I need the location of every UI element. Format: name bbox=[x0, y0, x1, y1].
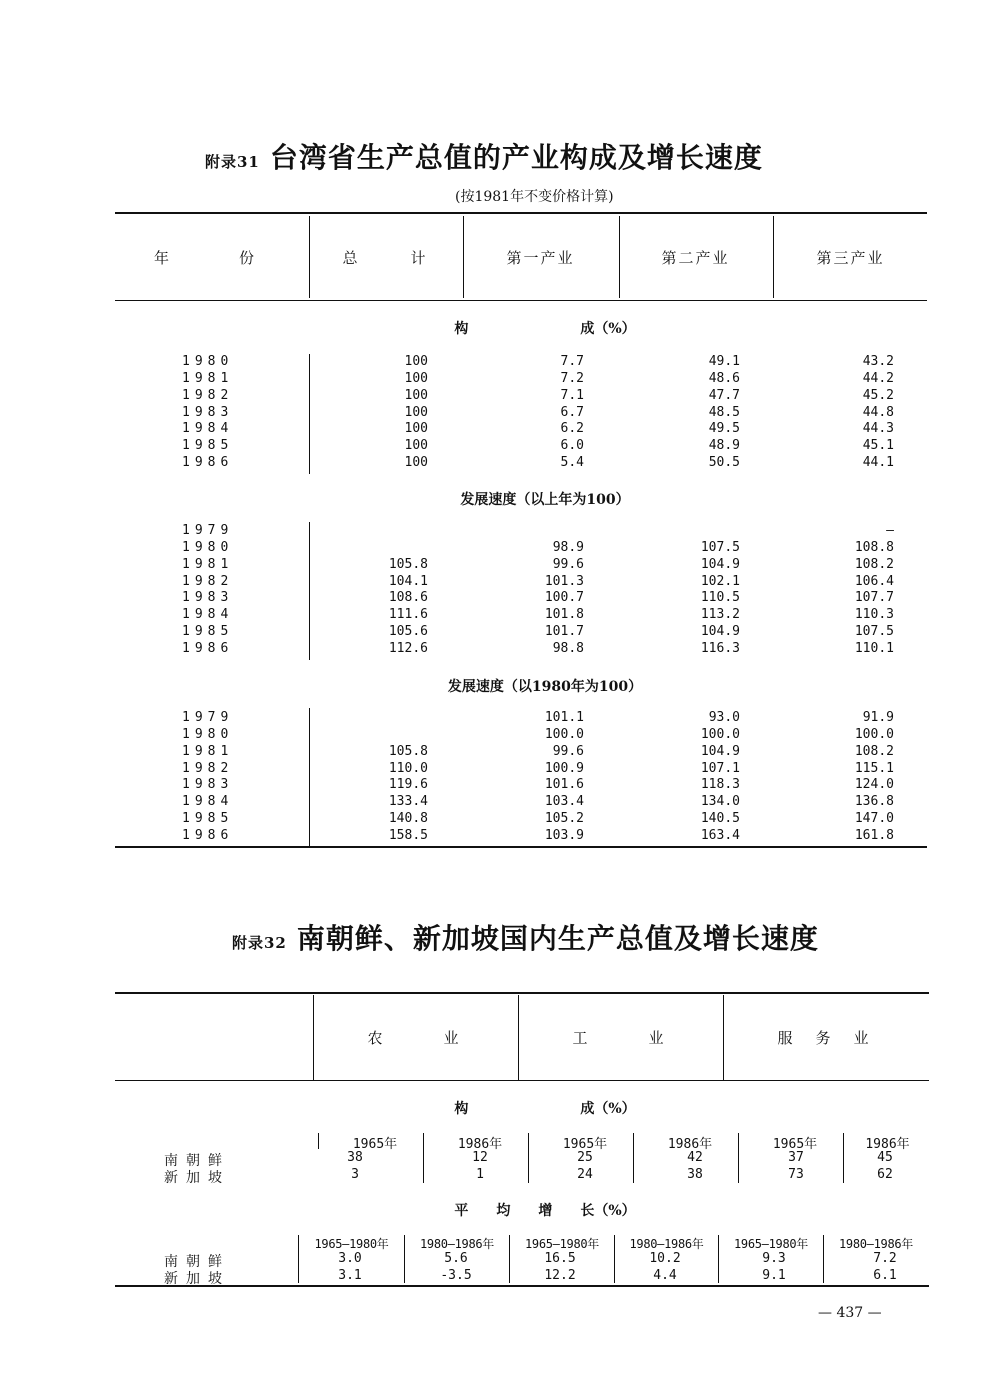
page-number: — 437 — bbox=[818, 1305, 882, 1321]
t31-header-primary: 第一产业 bbox=[506, 249, 575, 267]
secondary-cell: 116.3 bbox=[700, 640, 740, 656]
secondary-cell: 102.1 bbox=[700, 573, 740, 589]
t32-comp-cell: 45 bbox=[877, 1150, 893, 1165]
t32-comp-col-label: 1986年 bbox=[457, 1137, 503, 1152]
table-row bbox=[0, 607, 1000, 624]
table-row bbox=[0, 710, 1000, 727]
tertiary-cell: 108.8 bbox=[854, 539, 894, 555]
secondary-cell: 110.5 bbox=[700, 590, 740, 606]
total-cell: 119.6 bbox=[388, 777, 428, 793]
table-row bbox=[0, 624, 1000, 641]
year-cell: 1980 bbox=[182, 354, 234, 369]
t32-header-services: 服 务 业 bbox=[777, 1029, 873, 1047]
t32-comp-col-label: 1986年 bbox=[865, 1137, 910, 1152]
t31-header-year: 年 份 bbox=[153, 249, 256, 267]
table-row bbox=[0, 811, 1000, 828]
t32-top-rule bbox=[115, 992, 929, 994]
secondary-cell: 118.3 bbox=[700, 777, 740, 793]
t31-title-line bbox=[205, 136, 763, 176]
t31-header-total: 总 计 bbox=[342, 249, 428, 267]
t32-growth-row-label: 新加坡 bbox=[164, 1271, 230, 1287]
primary-cell: 5.4 bbox=[560, 455, 584, 471]
secondary-cell: 140.5 bbox=[700, 811, 740, 827]
year-cell: 1985 bbox=[182, 811, 234, 827]
table-row bbox=[0, 455, 1000, 472]
t32-comp-cell: 12 bbox=[472, 1150, 488, 1165]
year-cell: 1986 bbox=[182, 640, 234, 656]
table-row bbox=[0, 641, 1000, 658]
primary-cell: 98.9 bbox=[552, 539, 584, 555]
t32-header-rule bbox=[115, 1080, 929, 1081]
t32-growth-cell: 3.0 bbox=[338, 1251, 362, 1266]
t32-composition-title: 构 成（%） bbox=[454, 1101, 636, 1117]
year-cell: 1984 bbox=[182, 794, 234, 810]
table-row bbox=[0, 777, 1000, 794]
secondary-cell: 49.5 bbox=[708, 421, 740, 437]
t31-section-3-title: 发展速度（以1980年为100） bbox=[447, 679, 643, 695]
primary-cell: 100.0 bbox=[544, 726, 584, 742]
t32-growth-cell: 5.6 bbox=[444, 1251, 468, 1266]
table-row bbox=[0, 557, 1000, 574]
t32-header-divider-1 bbox=[313, 995, 314, 1080]
secondary-cell: 104.9 bbox=[700, 556, 740, 572]
tertiary-cell: 161.8 bbox=[854, 827, 894, 843]
secondary-cell: 113.2 bbox=[700, 607, 740, 623]
t32-growth-cell: 4.4 bbox=[653, 1268, 677, 1283]
total-cell: 158.5 bbox=[388, 827, 428, 843]
t32-growth-col-label: 1965—1980年 bbox=[524, 1237, 600, 1251]
table-row bbox=[0, 371, 1000, 388]
secondary-cell: 47.7 bbox=[708, 387, 740, 403]
secondary-cell: 49.1 bbox=[708, 354, 740, 369]
table-row bbox=[0, 540, 1000, 557]
t31-section-2-title: 发展速度（以上年为100） bbox=[460, 492, 630, 508]
tertiary-cell: 124.0 bbox=[854, 777, 894, 793]
t32-comp-cell: 42 bbox=[687, 1150, 703, 1165]
t32-header-agriculture: 农 业 bbox=[367, 1029, 463, 1047]
secondary-cell: 93.0 bbox=[708, 710, 740, 725]
table-row bbox=[0, 354, 1000, 371]
year-cell: 1986 bbox=[182, 827, 234, 843]
primary-cell: 101.6 bbox=[544, 777, 584, 793]
t32-comp-row-label: 南朝鲜 bbox=[164, 1153, 230, 1169]
t31-header-secondary: 第二产业 bbox=[661, 249, 730, 267]
year-cell: 1984 bbox=[182, 421, 234, 437]
t32-growth-row-label: 南朝鲜 bbox=[164, 1254, 230, 1270]
t31-section-3-rows bbox=[0, 710, 1000, 845]
t31-header-divider-3 bbox=[619, 216, 620, 298]
year-cell: 1979 bbox=[182, 710, 234, 725]
tertiary-cell: 110.1 bbox=[854, 640, 894, 656]
year-cell: 1983 bbox=[182, 404, 234, 420]
tertiary-cell: 100.0 bbox=[854, 726, 894, 742]
t32-comp-cell: 62 bbox=[877, 1167, 893, 1182]
t32-growth-col-label: 1980—1986年 bbox=[838, 1237, 914, 1251]
t31-bottom-rule bbox=[115, 846, 927, 848]
secondary-cell: 107.5 bbox=[700, 539, 740, 555]
year-cell: 1982 bbox=[182, 573, 234, 589]
year-cell: 1982 bbox=[182, 387, 234, 403]
secondary-cell: 48.6 bbox=[708, 370, 740, 386]
t31-header-tertiary: 第三产业 bbox=[816, 249, 885, 267]
t32-comp-cell: 38 bbox=[347, 1150, 363, 1165]
total-cell: 140.8 bbox=[388, 811, 428, 827]
secondary-cell: 48.9 bbox=[708, 438, 740, 454]
t32-comp-cell: 24 bbox=[577, 1167, 593, 1182]
total-cell: 105.8 bbox=[388, 556, 428, 572]
primary-cell: 103.4 bbox=[544, 794, 584, 810]
total-cell: 105.8 bbox=[388, 743, 428, 759]
t32-comp-col-label: 1965年 bbox=[352, 1137, 398, 1152]
t32-comp-cell: 25 bbox=[577, 1150, 593, 1165]
total-cell: 100 bbox=[404, 455, 428, 471]
secondary-cell: 50.5 bbox=[708, 455, 740, 471]
t32-growth-col-label: 1980—1986年 bbox=[419, 1237, 495, 1251]
table-row bbox=[0, 438, 1000, 455]
t32-comp-col-label: 1986年 bbox=[667, 1137, 713, 1152]
t32-growth-cell: 6.1 bbox=[873, 1268, 897, 1283]
t32-growth-cell: 7.2 bbox=[873, 1251, 897, 1266]
primary-cell: 7.1 bbox=[560, 387, 584, 403]
t32-growth-col-label: 1965—1980年 bbox=[733, 1237, 809, 1251]
tertiary-cell: 115.1 bbox=[854, 760, 894, 776]
t31-title: 台湾省生产总值的产业构成及增长速度 bbox=[269, 141, 763, 174]
total-cell: 100 bbox=[404, 387, 428, 403]
year-cell: 1984 bbox=[182, 607, 234, 623]
table-row bbox=[0, 574, 1000, 591]
t31-header-divider-4 bbox=[773, 216, 774, 298]
t32-header-divider-3 bbox=[723, 995, 724, 1080]
year-cell: 1985 bbox=[182, 438, 234, 454]
table-row bbox=[0, 405, 1000, 422]
t32-comp-cell: 1 bbox=[476, 1167, 484, 1182]
tertiary-cell: 45.2 bbox=[862, 387, 894, 403]
t32-comp-col-label: 1965年 bbox=[562, 1137, 608, 1152]
t32-growth-cell: 9.1 bbox=[762, 1268, 786, 1283]
t32-growth-cell: 10.2 bbox=[649, 1251, 681, 1266]
total-cell: 100 bbox=[404, 370, 428, 386]
t32-comp-row-label: 新加坡 bbox=[164, 1170, 230, 1186]
year-cell: 1980 bbox=[182, 726, 234, 742]
tertiary-cell: 43.2 bbox=[862, 354, 894, 369]
tertiary-cell: 108.2 bbox=[854, 743, 894, 759]
table-row bbox=[0, 794, 1000, 811]
t31-tag: 附录31 bbox=[205, 153, 260, 171]
tertiary-cell: 45.1 bbox=[862, 438, 894, 454]
primary-cell: 7.2 bbox=[560, 370, 584, 386]
total-cell: 108.6 bbox=[388, 590, 428, 606]
primary-cell: 100.9 bbox=[544, 760, 584, 776]
secondary-cell: 104.9 bbox=[700, 624, 740, 640]
tertiary-cell: 44.3 bbox=[862, 421, 894, 437]
t31-section-1-rows bbox=[0, 354, 1000, 472]
table-row bbox=[0, 744, 1000, 761]
t32-tag: 附录32 bbox=[232, 934, 287, 952]
t32-header-industry: 工 业 bbox=[572, 1029, 668, 1047]
year-cell: 1986 bbox=[182, 455, 234, 471]
tertiary-cell: 44.8 bbox=[862, 404, 894, 420]
primary-cell: 101.7 bbox=[544, 624, 584, 640]
tertiary-cell: 91.9 bbox=[862, 710, 894, 725]
table-row bbox=[0, 761, 1000, 778]
primary-cell: 6.7 bbox=[560, 404, 584, 420]
total-cell: 100 bbox=[404, 421, 428, 437]
primary-cell: 98.8 bbox=[552, 640, 584, 656]
year-cell: 1981 bbox=[182, 556, 234, 572]
total-cell: 100 bbox=[404, 404, 428, 420]
year-cell: 1981 bbox=[182, 743, 234, 759]
tertiary-cell: — bbox=[886, 523, 894, 538]
secondary-cell: 100.0 bbox=[700, 726, 740, 742]
t32-bottom-rule bbox=[115, 1285, 929, 1287]
total-cell: 100 bbox=[404, 354, 428, 369]
total-cell: 112.6 bbox=[388, 640, 428, 656]
t32-growth-cell: 12.2 bbox=[544, 1268, 576, 1283]
secondary-cell: 107.1 bbox=[700, 760, 740, 776]
primary-cell: 101.3 bbox=[544, 573, 584, 589]
secondary-cell: 134.0 bbox=[700, 794, 740, 810]
total-cell: 110.0 bbox=[388, 760, 428, 776]
secondary-cell: 163.4 bbox=[700, 827, 740, 843]
t32-comp-col-label: 1965年 bbox=[772, 1137, 818, 1152]
t32-comp-divider-1 bbox=[318, 1133, 319, 1149]
t31-header-divider-2 bbox=[463, 216, 464, 298]
tertiary-cell: 108.2 bbox=[854, 556, 894, 572]
year-cell: 1983 bbox=[182, 777, 234, 793]
table-row bbox=[0, 828, 1000, 845]
table-row bbox=[0, 523, 1000, 540]
secondary-cell: 104.9 bbox=[700, 743, 740, 759]
tertiary-cell: 107.7 bbox=[854, 590, 894, 606]
t31-header-rule bbox=[115, 300, 927, 301]
primary-cell: 6.0 bbox=[560, 438, 584, 454]
t32-title-line bbox=[232, 917, 819, 957]
t31-header-divider-1 bbox=[309, 216, 310, 298]
year-cell: 1981 bbox=[182, 370, 234, 386]
table-row bbox=[0, 727, 1000, 744]
primary-cell: 101.8 bbox=[544, 607, 584, 623]
year-cell: 1985 bbox=[182, 624, 234, 640]
primary-cell: 99.6 bbox=[552, 743, 584, 759]
tertiary-cell: 44.1 bbox=[862, 455, 894, 471]
year-cell: 1980 bbox=[182, 539, 234, 555]
t31-section-1-title: 构 成（%） bbox=[454, 321, 636, 337]
secondary-cell: 48.5 bbox=[708, 404, 740, 420]
tertiary-cell: 147.0 bbox=[854, 811, 894, 827]
t31-section-2-rows bbox=[0, 523, 1000, 658]
year-cell: 1982 bbox=[182, 760, 234, 776]
t32-growth-cell: -3.5 bbox=[440, 1268, 472, 1283]
primary-cell: 99.6 bbox=[552, 556, 584, 572]
t32-comp-cell: 3 bbox=[351, 1167, 359, 1182]
primary-cell: 100.7 bbox=[544, 590, 584, 606]
t32-header-divider-2 bbox=[518, 995, 519, 1080]
tertiary-cell: 106.4 bbox=[854, 573, 894, 589]
total-cell: 105.6 bbox=[388, 624, 428, 640]
total-cell: 104.1 bbox=[388, 573, 428, 589]
primary-cell: 7.7 bbox=[560, 354, 584, 369]
t32-growth-cell: 3.1 bbox=[338, 1268, 362, 1283]
total-cell: 111.6 bbox=[388, 607, 428, 623]
total-cell: 100 bbox=[404, 438, 428, 454]
table-row bbox=[0, 421, 1000, 438]
table-row bbox=[0, 590, 1000, 607]
t32-growth-title: 平 均 增 长（%） bbox=[454, 1203, 636, 1219]
primary-cell: 103.9 bbox=[544, 827, 584, 843]
tertiary-cell: 136.8 bbox=[854, 794, 894, 810]
primary-cell: 101.1 bbox=[544, 710, 584, 725]
primary-cell: 6.2 bbox=[560, 421, 584, 437]
tertiary-cell: 107.5 bbox=[854, 624, 894, 640]
t32-comp-cell: 73 bbox=[788, 1167, 804, 1182]
t32-comp-cell: 38 bbox=[687, 1167, 703, 1182]
t31-subtitle: (按1981年不变价格计算) bbox=[455, 189, 614, 205]
t32-growth-col-label: 1965—1980年 bbox=[314, 1237, 389, 1251]
t32-comp-cell: 37 bbox=[788, 1150, 804, 1165]
year-cell: 1983 bbox=[182, 590, 234, 606]
t32-growth-cell: 9.3 bbox=[762, 1251, 786, 1266]
primary-cell: 105.2 bbox=[544, 811, 584, 827]
t31-top-rule bbox=[115, 212, 927, 214]
tertiary-cell: 44.2 bbox=[862, 370, 894, 386]
t32-growth-col-label: 1980—1986年 bbox=[629, 1237, 704, 1251]
year-cell: 1979 bbox=[182, 523, 234, 538]
table-row bbox=[0, 388, 1000, 405]
total-cell: 133.4 bbox=[388, 794, 428, 810]
t32-growth-cell: 16.5 bbox=[544, 1251, 576, 1266]
tertiary-cell: 110.3 bbox=[854, 607, 894, 623]
t32-title: 南朝鲜、新加坡国内生产总值及增长速度 bbox=[296, 922, 819, 955]
